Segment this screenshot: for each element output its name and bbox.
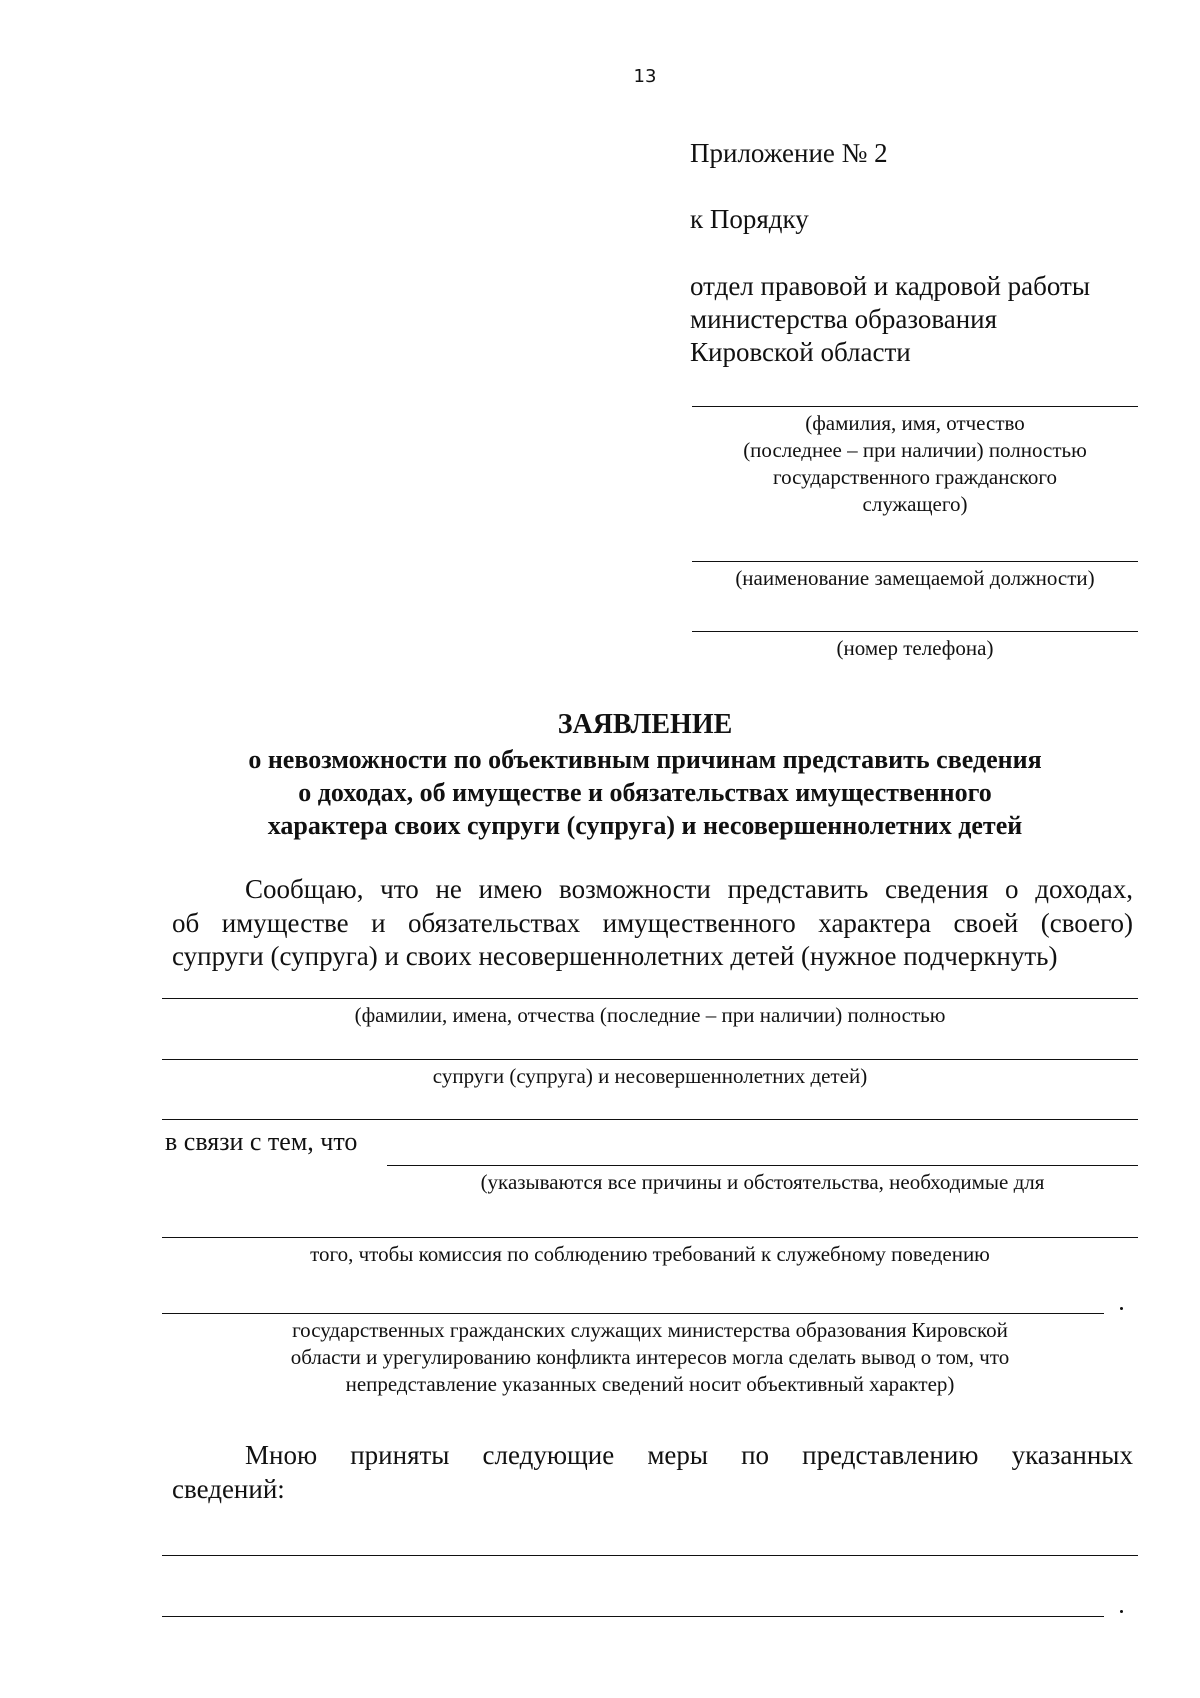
reasons-input-line-3[interactable]	[162, 1313, 1104, 1314]
statement-line-1: Сообщаю, что не имею возможности представить сведения о доходах,	[245, 874, 1133, 904]
family-caption-2: супруги (супруга) и несовершеннолетних детей)	[432, 1064, 868, 1088]
order-reference: к Порядку	[690, 204, 809, 234]
measures-word: по	[741, 1440, 770, 1470]
measures-word: Мною	[245, 1440, 318, 1470]
family-caption-1: (фамилии, имена, отчества (последние – при наличии) полностью	[354, 1003, 946, 1027]
phone-caption: (номер телефона)	[836, 636, 994, 660]
document-subtitle-3: характера своих супруги (супруга) и несовершеннолетних детей	[267, 811, 1023, 840]
due-to-label: в связи с тем, что	[165, 1127, 358, 1156]
measures-word: меры	[647, 1440, 709, 1470]
document-subtitle-2: о доходах, об имуществе и обязательствах имущественного	[298, 778, 992, 807]
fio-caption-1: (фамилия, имя, отчество	[805, 411, 1025, 435]
measures-line-2: сведений:	[172, 1474, 285, 1504]
period-mark	[1120, 1307, 1123, 1310]
reasons-input-line-2[interactable]	[162, 1237, 1138, 1238]
position-caption: (наименование замещаемой должности)	[735, 566, 1095, 590]
family-input-line-3[interactable]	[162, 1119, 1138, 1120]
fio-caption-2: (последнее – при наличии) полностью	[743, 438, 1087, 462]
measures-word: приняты	[350, 1440, 450, 1470]
statement-line-2: об имуществе и обязательствах имущественного характера своей (своего)	[172, 908, 1133, 938]
recipient-line-2: министерства образования	[690, 304, 998, 334]
family-input-line-2[interactable]	[162, 1059, 1138, 1060]
appendix-label: Приложение № 2	[690, 138, 888, 168]
page-number: 13	[633, 66, 657, 87]
document-subtitle-1: о невозможности по объективным причинам представить сведения	[248, 745, 1042, 774]
reasons-caption-3c: непредставление указанных сведений носит объективный характер)	[345, 1372, 955, 1396]
fio-input-line[interactable]	[692, 406, 1138, 407]
recipient-line-1: отдел правовой и кадровой работы	[690, 271, 1090, 301]
measures-line-1	[245, 1439, 1133, 1472]
position-input-line[interactable]	[692, 561, 1138, 562]
reasons-caption-2: того, чтобы комиссия по соблюдению требований к служебному поведению	[310, 1242, 990, 1266]
reasons-caption-3b: области и урегулированию конфликта интересов могла сделать вывод о том, что	[290, 1345, 1010, 1369]
measures-input-line-1[interactable]	[162, 1555, 1138, 1556]
fio-caption-3: государственного гражданского	[772, 465, 1057, 489]
family-input-line-1[interactable]	[162, 998, 1138, 999]
recipient-line-3: Кировской области	[690, 337, 911, 367]
reasons-caption-1: (указываются все причины и обстоятельства, необходимые для	[480, 1170, 1045, 1194]
period-mark	[1120, 1610, 1123, 1613]
phone-input-line[interactable]	[692, 631, 1138, 632]
measures-word: представлению	[802, 1440, 979, 1470]
measures-word: следующие	[482, 1440, 615, 1470]
measures-input-line-2[interactable]	[162, 1616, 1104, 1617]
reasons-input-line-1[interactable]	[387, 1165, 1138, 1166]
statement-line-3: супруги (супруга) и своих несовершеннолетних детей (нужное подчеркнуть)	[172, 941, 1058, 971]
measures-word: указанных	[1011, 1440, 1133, 1470]
reasons-caption-3a: государственных гражданских служащих министерства образования Кировской	[292, 1318, 1008, 1342]
document-title: ЗАЯВЛЕНИЕ	[557, 709, 733, 740]
fio-caption-4: служащего)	[862, 492, 968, 516]
